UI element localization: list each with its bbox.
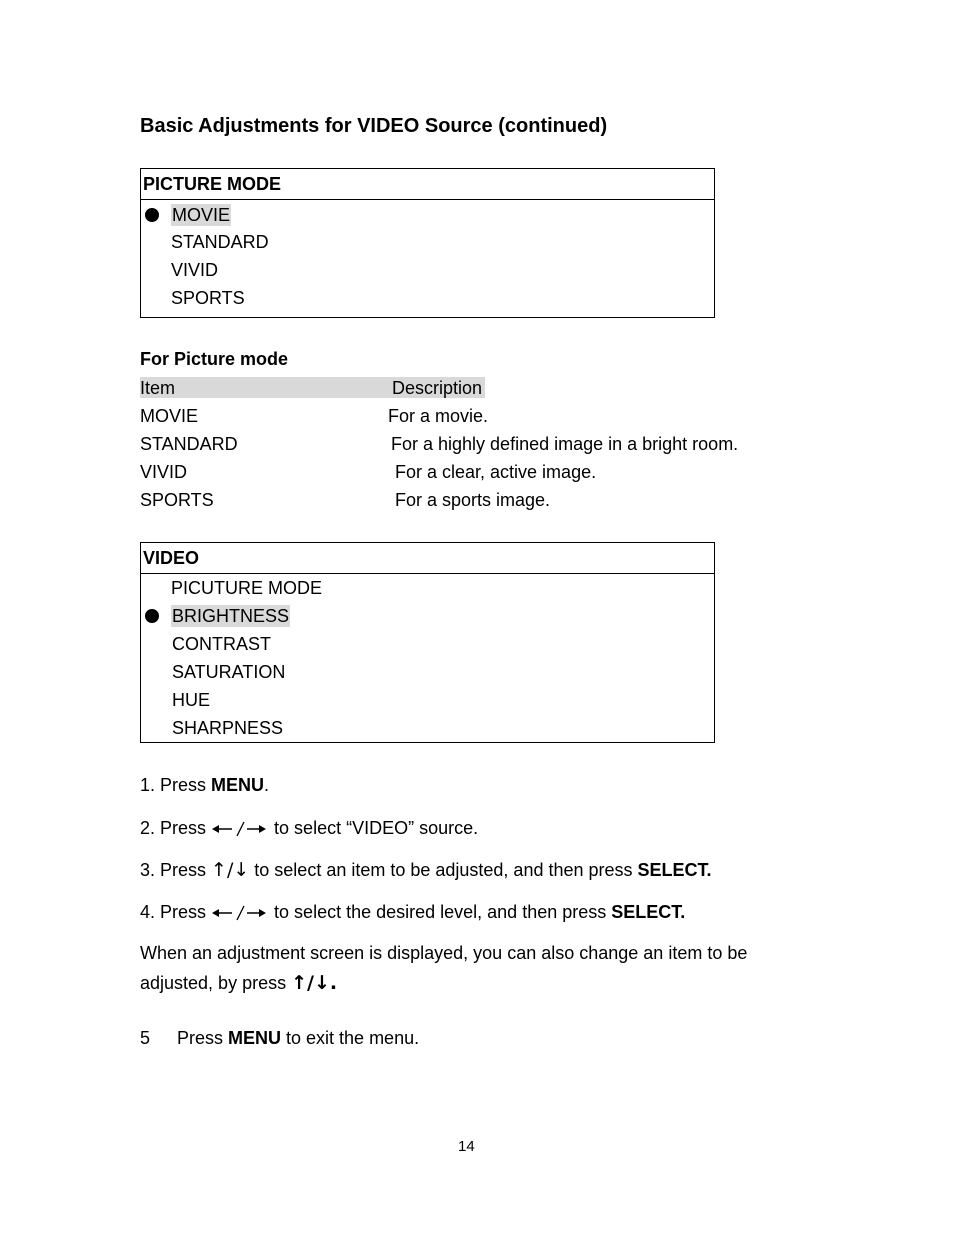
left-right-arrow-icon: [211, 820, 269, 838]
selected-bullet-icon: [145, 609, 159, 623]
table-row-item: VIVID: [140, 462, 188, 482]
table-row-item: STANDARD: [140, 434, 238, 454]
menu-item-vivid[interactable]: VIVID: [171, 260, 219, 280]
menu-item-brightness[interactable]: BRIGHTNESS: [172, 606, 290, 626]
menu-item-movie[interactable]: MOVIE: [172, 205, 231, 225]
table-row-item: MOVIE: [140, 406, 199, 426]
page-title: Basic Adjustments for VIDEO Source (continued): [140, 115, 608, 137]
instruction-step-1: 1. Press MENU.: [140, 775, 270, 795]
menu-item-hue[interactable]: HUE: [172, 690, 211, 710]
menu-key: MENU: [211, 775, 265, 795]
instruction-note-line-1: When an adjustment screen is displayed, you can also change an item to be: [140, 943, 748, 963]
column-header-description: Description: [392, 378, 483, 398]
select-key: SELECT.: [637, 860, 712, 880]
video-menu-header: VIDEO: [141, 543, 714, 574]
page-number: 14: [458, 1138, 475, 1155]
picture-mode-table-title: For Picture mode: [140, 349, 289, 369]
instruction-step-4: 4. Press to select the desired level, and then press SELECT.: [140, 902, 686, 922]
up-down-arrow-icon: ↑/↓: [211, 859, 250, 881]
table-row-description: For a sports image.: [395, 490, 551, 510]
instruction-step-2: 2. Press to select “VIDEO” source.: [140, 818, 479, 838]
left-right-arrow-icon: [211, 904, 269, 922]
table-row-description: For a movie.: [388, 406, 489, 426]
up-down-arrow-icon: ↑/↓.: [291, 972, 338, 994]
menu-item-saturation[interactable]: SATURATION: [172, 662, 286, 682]
instruction-step-5: 5 Press MENU to exit the menu.: [140, 1028, 420, 1048]
menu-item-picture-mode[interactable]: PICUTURE MODE: [171, 578, 323, 598]
menu-item-sharpness[interactable]: SHARPNESS: [172, 718, 284, 738]
instruction-step-3: 3. Press ↑/↓ to select an item to be adjusted, and then press SELECT.: [140, 859, 712, 881]
video-menu: [140, 542, 715, 743]
menu-key: MENU: [228, 1028, 282, 1048]
table-row-item: SPORTS: [140, 490, 214, 510]
column-header-item: Item: [140, 378, 176, 398]
table-row-description: For a highly defined image in a bright room.: [391, 434, 739, 454]
picture-mode-menu: [140, 168, 715, 318]
menu-item-standard[interactable]: STANDARD: [171, 232, 269, 252]
menu-item-contrast[interactable]: CONTRAST: [172, 634, 271, 654]
instruction-note-line-2: adjusted, by press ↑/↓.: [140, 972, 338, 994]
menu-item-sports[interactable]: SPORTS: [171, 288, 245, 308]
select-key: SELECT.: [611, 902, 686, 922]
table-row-description: For a clear, active image.: [395, 462, 597, 482]
selected-bullet-icon: [145, 208, 159, 222]
picture-mode-menu-header: PICTURE MODE: [141, 169, 714, 200]
